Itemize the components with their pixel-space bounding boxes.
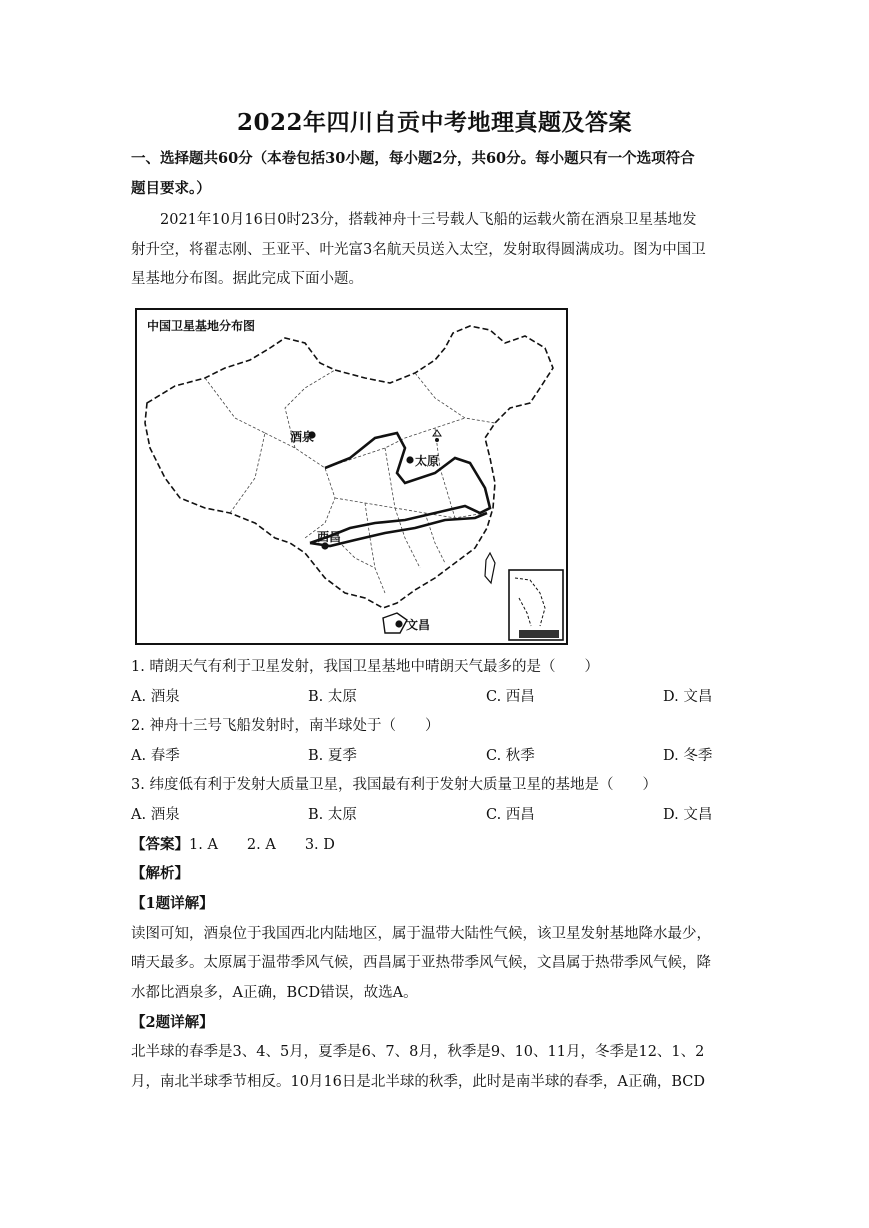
intro-line3: 星基地分布图。据此完成下面小题。: [131, 271, 363, 287]
intro-line2: 射升空，将翟志刚、王亚平、叶光富3名航天员送入太空，发射取得圆满成功。图为中国卫: [131, 242, 706, 258]
question-1-stem: 1. 晴朗天气有利于卫星发射，我国卫星基地中晴朗天气最多的是（ ）: [131, 659, 599, 675]
detail-2-line1: 北半球的春季是3、4、5月，夏季是6、7、8月，秋季是9、10、11月，冬季是12、1、2: [131, 1044, 705, 1060]
question-1-option-b: B. 太原: [308, 689, 357, 705]
answer-label: 【答案】: [131, 836, 189, 853]
question-3-option-b: B. 太原: [308, 807, 357, 823]
answer-text: 1. A 2. A 3. D: [189, 837, 335, 853]
question-2-stem: 2. 神舟十三号飞船发射时，南半球处于（ ）: [131, 718, 440, 734]
map-title: 中国卫星基地分布图: [147, 319, 256, 333]
document-title: 2022年四川自贡中考地理真题及答案: [236, 109, 632, 136]
detail-1-label: 【1题详解】: [131, 895, 214, 912]
detail-1-line2: 晴天最多。太原属于温带季风气候，西昌属于亚热带季风气候，文昌属于热带季风气候，降: [131, 955, 711, 971]
section-heading-line1: 一、选择题共60分（本卷包括30小题，每小题2分，共60分。每小题只有一个选项符合: [131, 150, 695, 167]
detail-2-label: 【2题详解】: [131, 1014, 214, 1031]
section-heading-line2: 题目要求。）: [131, 180, 211, 197]
map-label-taiyuan: 太原: [415, 454, 440, 468]
detail-1-line1: 读图可知，酒泉位于我国西北内陆地区，属于温带大陆性气候，该卫星发射基地降水最少，: [131, 926, 711, 942]
map-label-jiuquan: 酒泉: [290, 430, 315, 444]
question-3-option-d: D. 文昌: [663, 807, 713, 823]
intro-line1: 2021年10月16日0时23分，搭载神舟十三号载人飞船的运载火箭在酒泉卫星基地发: [160, 212, 697, 228]
taiyuan-point: [406, 456, 413, 463]
question-3-stem: 3. 纬度低有利于发射大质量卫星，我国最有利于发射大质量卫星的基地是（ ）: [131, 777, 657, 793]
question-1-option-d: D. 文昌: [663, 689, 713, 705]
answer-line: [131, 830, 751, 860]
question-2-option-a: A. 春季: [131, 748, 180, 764]
map-label-xichang: 西昌: [317, 530, 342, 544]
wenchang-point: [395, 620, 402, 627]
question-1-option-a: A. 酒泉: [131, 689, 180, 705]
question-2-option-b: B. 夏季: [308, 748, 357, 764]
detail-1-line3: 水都比酒泉多，A正确，BCD错误，故选A。: [131, 985, 418, 1001]
question-2-option-c: C. 秋季: [486, 748, 535, 764]
question-3-option-a: A. 酒泉: [131, 807, 180, 823]
detail-2-line2: 月，南北半球季节相反。10月16日是北半球的秋季，此时是南半球的春季，A正确，BCD: [131, 1074, 706, 1090]
question-2-option-d: D. 冬季: [663, 748, 713, 764]
map-label-wenchang: 文昌: [406, 618, 431, 632]
china-satellite-base-map: [135, 308, 568, 645]
question-1-option-c: C. 西昌: [486, 689, 535, 705]
analysis-label: 【解析】: [131, 865, 189, 882]
question-3-option-c: C. 西昌: [486, 807, 535, 823]
